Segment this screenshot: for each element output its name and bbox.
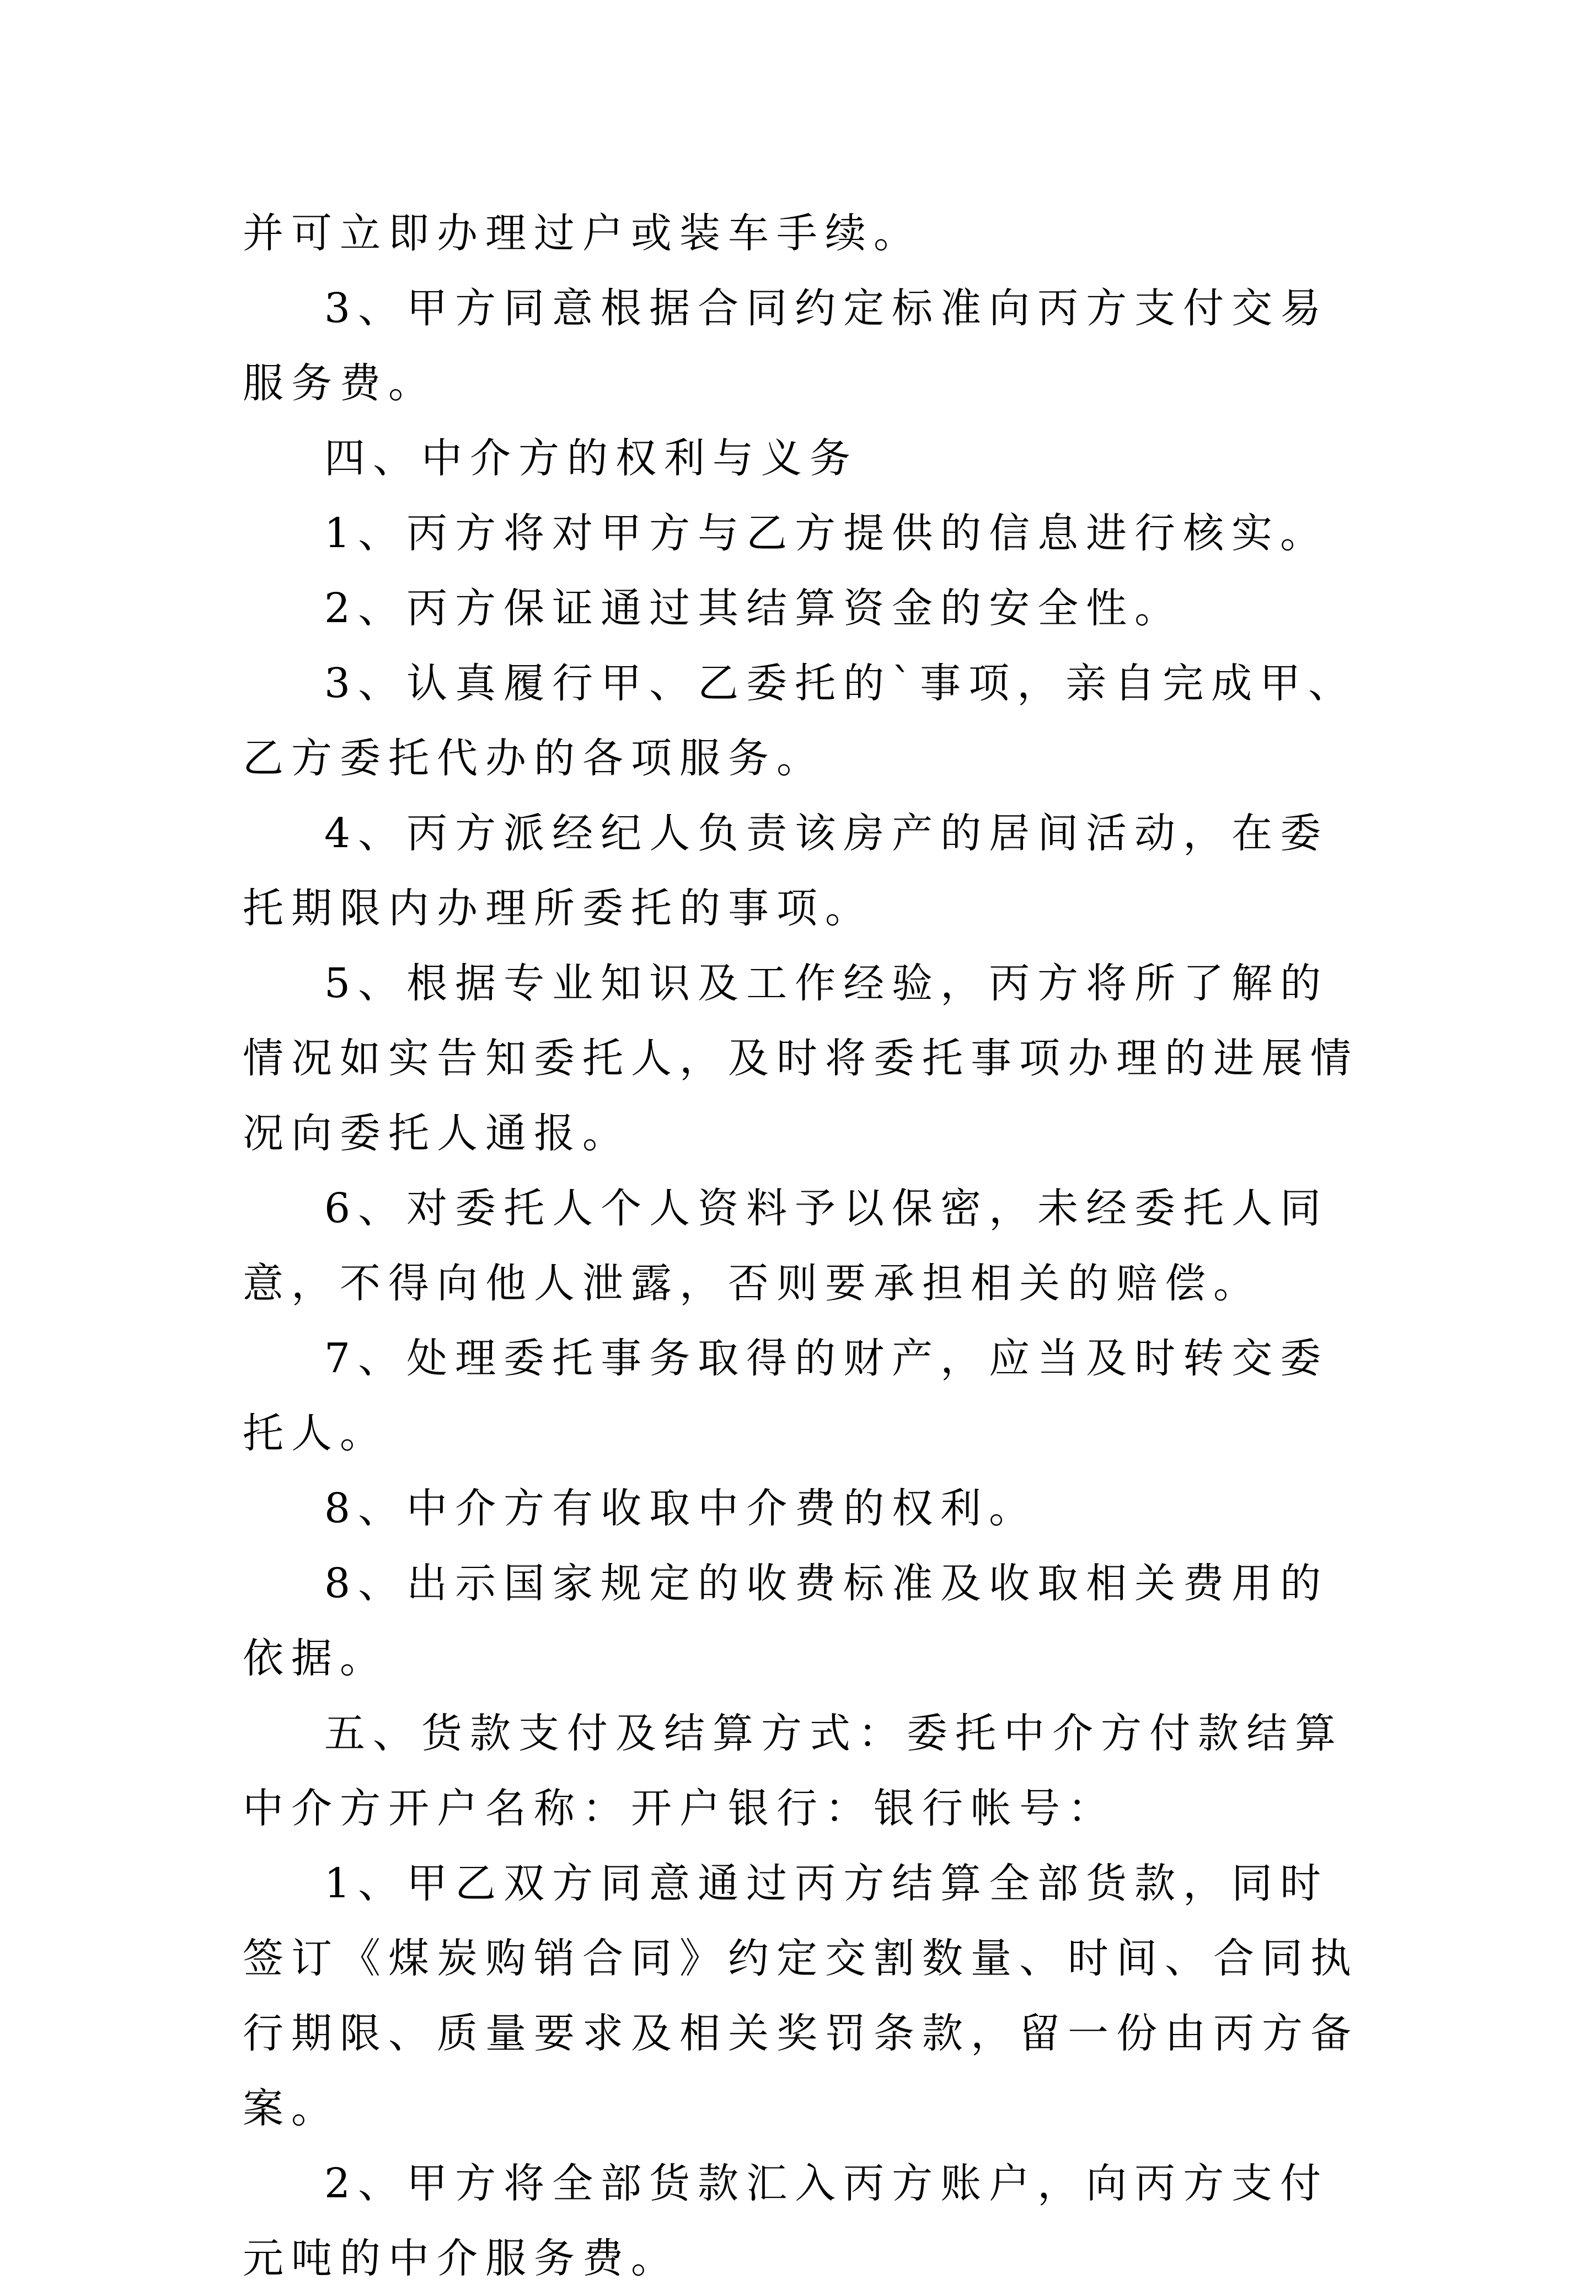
paragraph: 1、甲乙双方同意通过丙方结算全部货款，同时签订《煤炭购销合同》约定交割数量、时间、合同执行期限、质量要求及相关奖罚条款，留一份由丙方备案。: [243, 1860, 1359, 2132]
paragraph: 3、认真履行甲、乙委托的`事项，亲自完成甲、乙方委托代办的各项服务。: [243, 660, 1357, 782]
paragraph: 8、出示国家规定的收费标准及收取相关费用的依据。: [243, 1560, 1329, 1682]
paragraph: 4、丙方派经纪人负责该房产的居间活动，在委托期限内办理所委托的事项。: [243, 810, 1329, 932]
paragraph: 8、中介方有收取中介费的权利。: [324, 1485, 1038, 1532]
paragraph: 1、丙方将对甲方与乙方提供的信息进行核实。: [324, 510, 1329, 557]
paragraph: 2、甲方将全部货款汇入丙方账户，向丙方支付元吨的中介服务费。: [243, 2160, 1329, 2282]
paragraph: 2、丙方保证通过其结算资金的安全性。: [324, 585, 1183, 632]
document-body: [243, 196, 1368, 2296]
paragraph: 7、处理委托事务取得的财产，应当及时转交委托人。: [243, 1335, 1329, 1457]
paragraph: 3、甲方同意根据合同约定标准向丙方支付交易服务费。: [243, 285, 1329, 407]
section-heading: 五、货款支付及结算方式：委托中介方付款结算中介方开户名称：开户银行：银行帐号：: [243, 1710, 1343, 1832]
section-heading: 四、中介方的权利与义务: [324, 435, 858, 482]
paragraph: 并可立即办理过户或装车手续。: [243, 210, 922, 257]
paragraph: 6、对委托人个人资料予以保密，未经委托人同意，不得向他人泄露，否则要承担相关的赔偿。: [243, 1185, 1329, 1307]
paragraph: 5、根据专业知识及工作经验，丙方将所了解的情况如实告知委托人，及时将委托事项办理的进展情况向委托人通报。: [243, 960, 1359, 1157]
